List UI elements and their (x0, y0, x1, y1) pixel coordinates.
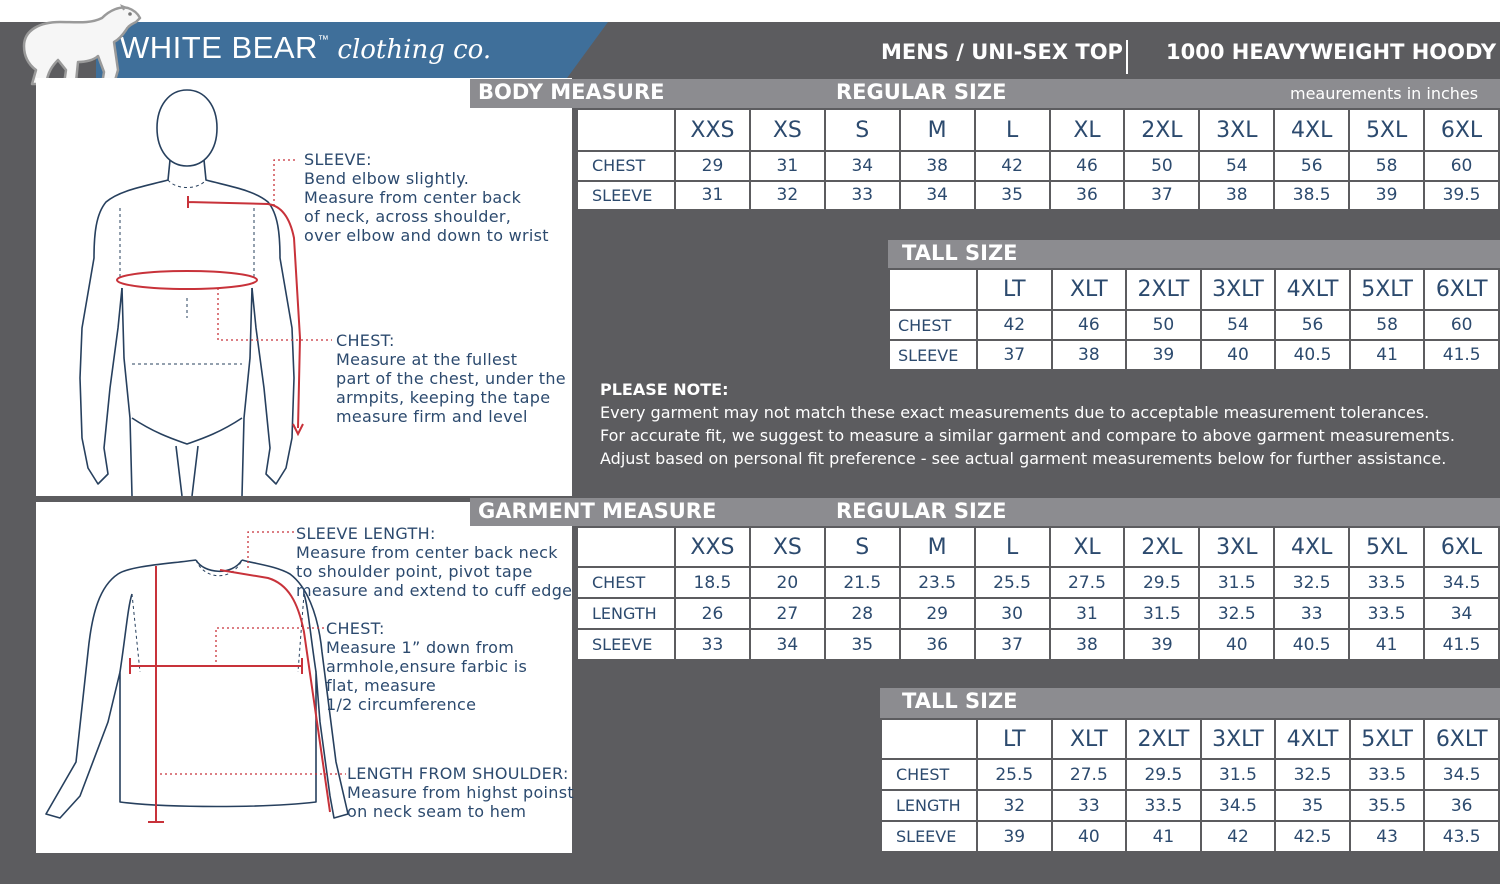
table-cell: 32.5 (1275, 759, 1350, 790)
body-chest-line: armpits, keeping the tape (336, 388, 551, 407)
table-cell: 46 (1052, 310, 1127, 340)
table-cell: 29 (675, 151, 750, 181)
table-cell: 36 (1424, 790, 1499, 821)
size-header: 2XL (1124, 527, 1199, 567)
table-cell: 34.5 (1201, 790, 1276, 821)
table-cell: 29 (900, 598, 975, 629)
garment-sleeve-instructions (296, 524, 572, 600)
garment-length-instructions (347, 764, 574, 821)
size-header: 3XLT (1201, 269, 1276, 310)
table-cell: 38 (1199, 181, 1274, 211)
size-header: 6XL (1424, 527, 1499, 567)
garment-tall-header-bar (880, 688, 1500, 718)
table-cell: 33 (1274, 598, 1349, 629)
table-cell: 38.5 (1274, 181, 1349, 211)
size-header: LT (977, 719, 1052, 759)
table-cell: 33.5 (1126, 790, 1201, 821)
table-cell: 28 (825, 598, 900, 629)
garment-chest-line: flat, measure (326, 676, 437, 695)
table-cell: 40 (1201, 340, 1276, 370)
table-cell: 42 (977, 310, 1052, 340)
garment-chest-instructions (326, 619, 527, 714)
table-row (889, 340, 1499, 370)
garment-tall-size-table (880, 718, 1500, 853)
product-category: MENS / UNI-SEX TOP (881, 40, 1123, 64)
table-cell: 39.5 (1424, 181, 1499, 211)
row-label: LENGTH (881, 790, 977, 821)
row-label: SLEEVE (577, 629, 675, 660)
size-header: 2XL (1124, 109, 1199, 151)
table-cell: 18.5 (675, 567, 750, 598)
table-cell: 35.5 (1350, 790, 1425, 821)
size-header: S (825, 527, 900, 567)
table-cell: 34 (825, 151, 900, 181)
row-label: SLEEVE (889, 340, 977, 370)
table-cell: 31 (1050, 598, 1125, 629)
table-cell: 34 (900, 181, 975, 211)
header-divider (1126, 40, 1128, 74)
table-cell: 37 (975, 629, 1050, 660)
row-label: CHEST (577, 151, 675, 181)
body-chest-instructions (336, 331, 566, 426)
brand-trademark: ™ (317, 34, 330, 46)
body-figure-illustration (36, 78, 572, 496)
table-cell: 26 (675, 598, 750, 629)
table-cell: 33 (675, 629, 750, 660)
size-header: 6XLT (1424, 719, 1499, 759)
size-header: 6XLT (1424, 269, 1499, 310)
table-cell: 30 (975, 598, 1050, 629)
note-line: Every garment may not match these exact measurements due to acceptable measurement tolerances. (600, 403, 1430, 422)
garment-measure-header-bar (470, 498, 1500, 526)
table-cell: 41 (1350, 340, 1425, 370)
table-cell: 56 (1275, 310, 1350, 340)
garment-chest-title: CHEST: (326, 619, 385, 638)
table-cell: 20 (750, 567, 825, 598)
size-header: 5XLT (1350, 719, 1425, 759)
table-cell: 56 (1274, 151, 1349, 181)
table-cell: 38 (1052, 340, 1127, 370)
table-header-row (577, 109, 1499, 151)
table-corner-cell (577, 527, 675, 567)
size-header: M (900, 109, 975, 151)
size-header: 4XL (1274, 109, 1349, 151)
table-row (881, 821, 1499, 852)
size-header: 5XL (1349, 527, 1424, 567)
table-cell: 25.5 (975, 567, 1050, 598)
size-header: 5XLT (1350, 269, 1425, 310)
body-measure-title: BODY MEASURE (478, 80, 665, 104)
body-sleeve-instructions (304, 150, 549, 245)
table-corner-cell (577, 109, 675, 151)
table-row (577, 567, 1499, 598)
garment-chest-line: armhole,ensure farbic is (326, 657, 528, 676)
table-header-row (881, 719, 1499, 759)
table-cell: 29.5 (1126, 759, 1201, 790)
table-cell: 39 (977, 821, 1052, 852)
body-regular-size-table (576, 108, 1500, 211)
table-cell: 42.5 (1275, 821, 1350, 852)
table-cell: 60 (1424, 310, 1499, 340)
size-header: 3XLT (1201, 719, 1276, 759)
garment-regular-size-title: REGULAR SIZE (836, 499, 1007, 523)
size-header: 3XL (1199, 109, 1274, 151)
table-cell: 36 (1050, 181, 1125, 211)
table-corner-cell (881, 719, 977, 759)
table-cell: 32.5 (1199, 598, 1274, 629)
brand-sub: clothing co. (337, 35, 492, 65)
table-cell: 41.5 (1424, 340, 1499, 370)
size-header: 5XL (1349, 109, 1424, 151)
size-header: XS (750, 109, 825, 151)
size-header: XXS (675, 527, 750, 567)
body-chest-title: CHEST: (336, 331, 395, 350)
size-header: L (975, 527, 1050, 567)
table-cell: 33 (825, 181, 900, 211)
table-cell: 32 (977, 790, 1052, 821)
table-cell: 38 (900, 151, 975, 181)
table-cell: 34.5 (1424, 759, 1499, 790)
size-header: LT (977, 269, 1052, 310)
units-note: meaurements in inches (1290, 84, 1479, 103)
table-cell: 27.5 (1052, 759, 1127, 790)
table-row (881, 759, 1499, 790)
table-cell: 33.5 (1349, 598, 1424, 629)
size-header: 4XLT (1275, 719, 1350, 759)
table-cell: 38 (1050, 629, 1125, 660)
table-cell: 43 (1350, 821, 1425, 852)
size-header: 4XL (1274, 527, 1349, 567)
row-label: CHEST (881, 759, 977, 790)
size-header: M (900, 527, 975, 567)
garment-chest-line: 1/2 circumference (326, 695, 477, 714)
table-cell: 33.5 (1350, 759, 1425, 790)
size-header: 6XL (1424, 109, 1499, 151)
table-row (881, 790, 1499, 821)
table-cell: 42 (975, 151, 1050, 181)
note-line: For accurate fit, we suggest to measure a similar garment and compare to above garment measurements. (600, 426, 1455, 445)
table-cell: 29.5 (1124, 567, 1199, 598)
table-cell: 27.5 (1050, 567, 1125, 598)
garment-sleeve-line: to shoulder point, pivot tape (296, 562, 533, 581)
table-cell: 35 (825, 629, 900, 660)
body-tall-header-bar (888, 240, 1500, 268)
row-label: LENGTH (577, 598, 675, 629)
garment-length-title: LENGTH FROM SHOULDER: (347, 764, 569, 783)
size-header: XS (750, 527, 825, 567)
garment-sleeve-line: Measure from center back neck (296, 543, 558, 562)
brand-name: WHITE BEAR (120, 30, 318, 65)
size-header: XL (1050, 109, 1125, 151)
garment-length-line: on neck seam to hem (347, 802, 527, 821)
table-cell: 33.5 (1349, 567, 1424, 598)
table-cell: 37 (1124, 181, 1199, 211)
body-regular-size-title: REGULAR SIZE (836, 80, 1007, 104)
table-cell: 41.5 (1424, 629, 1499, 660)
table-cell: 36 (900, 629, 975, 660)
table-cell: 50 (1124, 151, 1199, 181)
row-label: CHEST (577, 567, 675, 598)
table-cell: 43.5 (1424, 821, 1499, 852)
body-chest-line: measure firm and level (336, 407, 528, 426)
garment-sleeve-title: SLEEVE LENGTH: (296, 524, 436, 543)
table-cell: 50 (1126, 310, 1201, 340)
table-cell: 40.5 (1275, 340, 1350, 370)
table-cell: 39 (1124, 629, 1199, 660)
size-header: XLT (1052, 719, 1127, 759)
table-cell: 34 (1424, 598, 1499, 629)
table-cell: 40 (1199, 629, 1274, 660)
garment-tall-size-title: TALL SIZE (902, 689, 1018, 713)
table-cell: 31 (675, 181, 750, 211)
table-row (889, 310, 1499, 340)
body-sleeve-line: Measure from center back (304, 188, 522, 207)
body-measure-header-bar (470, 79, 1500, 108)
table-cell: 42 (1201, 821, 1276, 852)
size-header: XXS (675, 109, 750, 151)
body-tall-size-table (888, 268, 1500, 371)
table-header-row (577, 527, 1499, 567)
note-line: Adjust based on personal fit preference - see actual garment measurements below for further assistance. (600, 449, 1447, 468)
body-chest-line: part of the chest, under the (336, 369, 566, 388)
garment-length-line: Measure from highst poinst (347, 783, 574, 802)
table-cell: 25.5 (977, 759, 1052, 790)
table-cell: 34 (750, 629, 825, 660)
table-row (577, 181, 1499, 211)
table-header-row (889, 269, 1499, 310)
table-cell: 33 (1052, 790, 1127, 821)
table-cell: 54 (1199, 151, 1274, 181)
size-header: 2XLT (1126, 269, 1201, 310)
note-title: PLEASE NOTE: (600, 380, 729, 399)
garment-chest-line: Measure 1” down from (326, 638, 515, 657)
body-chest-line: Measure at the fullest (336, 350, 518, 369)
table-row (577, 598, 1499, 629)
table-cell: 31.5 (1201, 759, 1276, 790)
size-header: 3XL (1199, 527, 1274, 567)
table-cell: 21.5 (825, 567, 900, 598)
body-sleeve-title: SLEEVE: (304, 150, 372, 169)
table-corner-cell (889, 269, 977, 310)
table-cell: 58 (1350, 310, 1425, 340)
table-cell: 23.5 (900, 567, 975, 598)
table-cell: 31.5 (1199, 567, 1274, 598)
table-cell: 46 (1050, 151, 1125, 181)
row-label: CHEST (889, 310, 977, 340)
table-cell: 41 (1349, 629, 1424, 660)
please-note-block (600, 378, 1455, 470)
row-label: SLEEVE (577, 181, 675, 211)
table-cell: 40 (1052, 821, 1127, 852)
table-cell: 31.5 (1124, 598, 1199, 629)
table-cell: 31 (750, 151, 825, 181)
table-cell: 60 (1424, 151, 1499, 181)
table-cell: 34.5 (1424, 567, 1499, 598)
table-cell: 27 (750, 598, 825, 629)
table-cell: 37 (977, 340, 1052, 370)
size-header: XL (1050, 527, 1125, 567)
table-cell: 40.5 (1274, 629, 1349, 660)
table-cell: 39 (1349, 181, 1424, 211)
body-sleeve-line: of neck, across shoulder, (304, 207, 512, 226)
body-sleeve-line: over elbow and down to wrist (304, 226, 549, 245)
size-header: L (975, 109, 1050, 151)
table-cell: 58 (1349, 151, 1424, 181)
brand-logo-text (120, 30, 491, 66)
table-cell: 54 (1201, 310, 1276, 340)
size-header: XLT (1052, 269, 1127, 310)
table-row (577, 629, 1499, 660)
table-row (577, 151, 1499, 181)
garment-regular-size-table (576, 526, 1500, 661)
body-sleeve-line: Bend elbow slightly. (304, 169, 470, 188)
size-header: S (825, 109, 900, 151)
table-cell: 32 (750, 181, 825, 211)
table-cell: 35 (975, 181, 1050, 211)
body-tall-size-title: TALL SIZE (902, 241, 1018, 265)
table-cell: 35 (1275, 790, 1350, 821)
garment-sleeve-line: measure and extend to cuff edge (296, 581, 573, 600)
garment-measure-title: GARMENT MEASURE (478, 499, 717, 523)
table-cell: 32.5 (1274, 567, 1349, 598)
table-cell: 41 (1126, 821, 1201, 852)
product-name: 1000 HEAVYWEIGHT HOODY (1166, 40, 1497, 64)
table-cell: 39 (1126, 340, 1201, 370)
size-header: 4XLT (1275, 269, 1350, 310)
row-label: SLEEVE (881, 821, 977, 852)
size-header: 2XLT (1126, 719, 1201, 759)
